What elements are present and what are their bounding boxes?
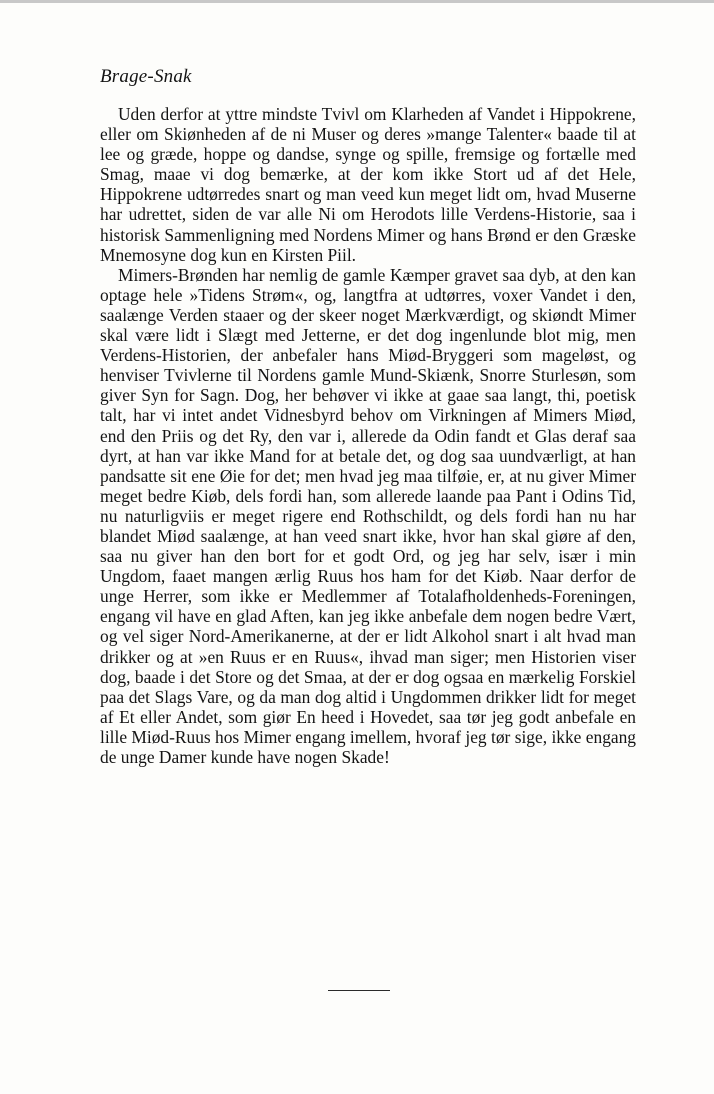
running-head: Brage-Snak — [100, 66, 192, 87]
top-edge-line — [0, 0, 714, 3]
paragraph-1: Uden derfor at yttre mindste Tvivl om Klarheden af Vandet i Hippokrene, eller om Skiønheden af de ni Muser og deres »mange Talenter« baade til at lee og græde, hoppe og dandse, synge og spille, fremsige og fortælle med Smag, maae vi dog bemærke, at der kom ikke Stort ud af det Hele, Hippokrene udtørredes snart og man veed kun meget lidt om, hvad Muserne har udrettet, siden de var alle Ni om Herodots lille Verdens-Historie, saa i historisk Sammenligning med Nordens Mimer og hans Brønd er den Græske Mnemosyne dog kun en Kirsten Piil. — [100, 104, 636, 265]
body-text — [100, 104, 636, 767]
paragraph-2: Mimers-Brønden har nemlig de gamle Kæmper gravet saa dyb, at den kan optage hele »Tidens Strøm«, og, langtfra at udtørres, voxer Vandet i den, saalænge Verden staaer og der skeer noget Mærkværdigt, og skiøndt Mimer skal være lidt i Slægt med Jetterne, er det dog ingenlunde blot mig, men Verdens-Historien, der anbefaler hans Miød-Bryggeri som mageløst, og henviser Tvivlerne til Nordens gamle Mund-Skiænk, Snorre Sturlesøn, som giver Syn for Sagn. Dog, her behøver vi ikke at gaae saa langt, thi, poetisk talt, har vi intet andet Vidnesbyrd behov om Virkningen af Mimers Miød, end den Priis og det Ry, den var i, allerede da Odin fandt et Glas deraf saa dyrt, at han var ikke Mand for at betale det, og dog saa uundværligt, at han pandsatte sit ene Øie for det; men hvad jeg maa tilføie, er, at nu giver Mimer meget bedre Kiøb, dels fordi han, som allerede laande paa Pant i Odins Tid, nu naturligviis er meget rigere end Rothschildt, og dels fordi han nu har blandet Miød saalænge, at han veed snart ikke, hvor han skal giøre af den, saa nu giver han den bort for et godt Ord, og jeg har selv, især i min Ungdom, faaet mangen ærlig Ruus hos ham for det Kiøb. Naar derfor de unge Herrer, som ikke er Medlemmer af Totalafholdenheds-Foreningen, engang vil have en glad Aften, kan jeg ikke anbefale dem nogen bedre Vært, og vel siger Nord-Amerikanerne, at der er lidt Alkohol snart i alt hvad man drikker og at »en Ruus er en Ruus«, ihvad man siger; men Historien viser dog, baade i det Store og det Smaa, at der er dog ogsaa en mærkelig Forskiel paa det Slags Vare, og da man dog altid i Ungdommen drikker lidt for meget af Et eller Andet, som giør En heed i Hovedet, saa tør jeg godt anbefale en lille Miød-Ruus hos Mimer engang imellem, hvoraf jeg tør sige, ikke engang de unge Damer kunde have nogen Skade! — [100, 264, 636, 767]
section-end-rule — [328, 990, 390, 991]
